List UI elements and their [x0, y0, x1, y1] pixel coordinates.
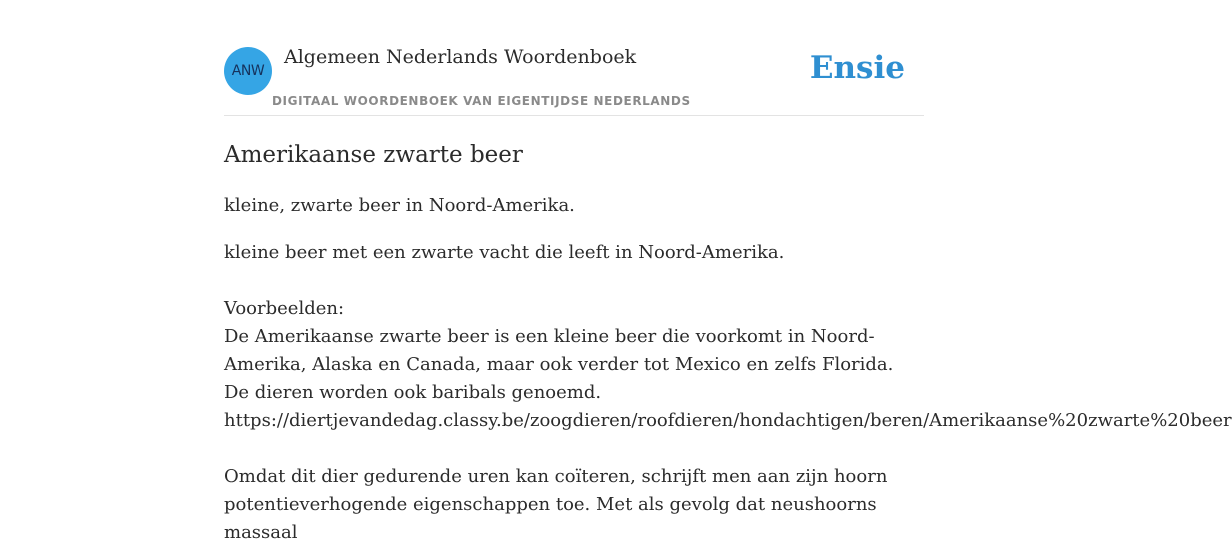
spacer — [224, 435, 1024, 463]
examples-heading: Voorbeelden: — [224, 298, 345, 319]
long-definition: kleine beer met een zwarte vacht die leeft in Noord-Amerika. — [224, 242, 785, 263]
example-1-source-link[interactable]: https://diertjevandedag.classy.be/zoogdieren/roofdieren/hondachtigen/beren/Amerikaanse%20zwarte%20beer — [224, 410, 1232, 431]
header-divider — [224, 115, 924, 116]
entry-term: Amerikaanse zwarte beer — [224, 142, 523, 168]
site-subtitle: DIGITAAL WOORDENBOEK VAN EIGENTIJDSE NEDERLANDS — [272, 94, 691, 108]
short-definition: kleine, zwarte beer in Noord-Amerika. — [224, 195, 575, 216]
spacer — [224, 267, 1024, 295]
site-header — [224, 46, 924, 116]
ensie-logo[interactable]: Ensie — [809, 50, 905, 86]
entry-content — [224, 140, 1232, 547]
example-1: De Amerikaanse zwarte beer is een kleine beer die voorkomt in Noord-Amerika, Alaska en Canada, maar ook verder tot Mexico en zelfs Florida. De dieren worden ook baribals genoemd. — [224, 326, 894, 403]
site-title[interactable]: Algemeen Nederlands Woordenboek — [284, 46, 637, 68]
anw-logo[interactable]: ANW — [224, 47, 272, 95]
example-2: Omdat dit dier gedurende uren kan coïteren, schrijft men aan zijn hoorn potentieverhogende eigenschappen toe. Met als gevolg dat neushoorns massaal — [224, 466, 888, 543]
